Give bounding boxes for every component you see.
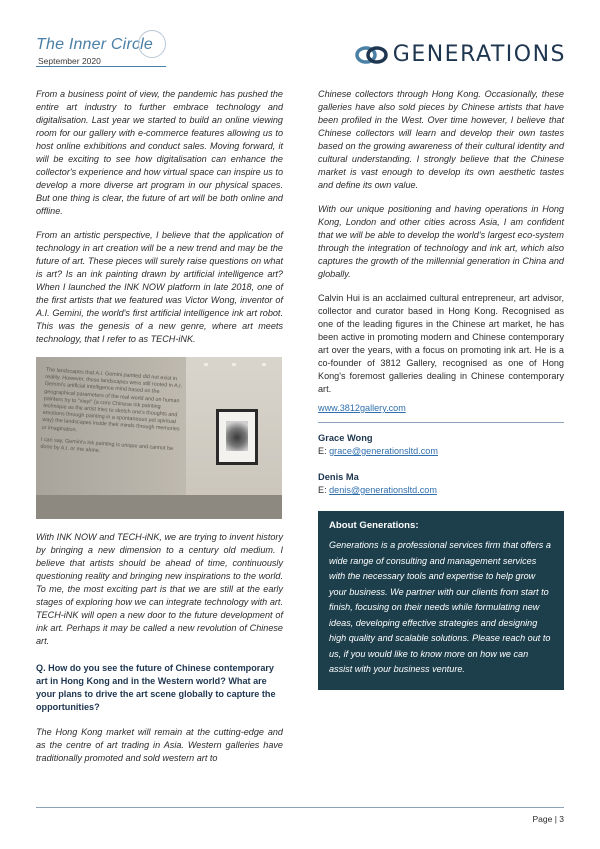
paragraph: With INK NOW and TECH-iNK, we are trying to invent history by bringing a new dimension to a century old medium. I believe that artists should be ahead of time, continuously questioning reality and bringing new inspirations to the world. To me, the most exciting part is that we are still at the early stages of exploring how we can integrate technology with art. TECH-iNK will open a new door to the future development of ink art. Perhaps it may be called a new revolution of Chinese art.: [36, 532, 283, 646]
page-number: Page | 3: [532, 814, 564, 824]
brand-name: GENERATIONS: [392, 42, 566, 67]
ceiling-light: [262, 363, 266, 366]
wall-text-paragraph: The landscapes that A.I. Gemini painted did not exist in reality. However, those landscapes were still rooted in A.I. Gemini's artificial intelligence mind based on the geographical parameters of the real world and on human painters try to "xieyi" (a core Chinese ink painting technique as the artist tries to sketch one's thoughts and emotions through painting in a spontaneous yet spiritual way) the landscapes inside their minds through memories or imagination.: [41, 367, 183, 433]
newsletter-date: September 2020: [38, 56, 101, 66]
email-link[interactable]: grace@generationsltd.com: [329, 446, 438, 456]
about-title: About Generations:: [329, 520, 419, 531]
left-column: [36, 88, 283, 776]
footer-rule: [36, 807, 564, 808]
wall-text-paragraph: I can say, Gemini's ink painting is unique and cannot be done by A.I. or me alone.: [40, 436, 174, 455]
artwork-image: [226, 421, 248, 451]
interview-question: Q. How do you see the future of Chinese contemporary art in Hong Kong and in the Western world? What are your plans to drive the art scene globally to capture the opportunities?: [36, 663, 276, 712]
about-generations-box: [318, 511, 564, 690]
gallery-photo: [36, 357, 282, 519]
paragraph: From an artistic perspective, I believe that the application of technology in art creation will be a new trend and may be the future of art. These pieces will surely raise questions on what is art? Is an ink painting drawn by artificial intelligence art? When I launched the INK NOW platform in late 2018, one of the first artists that we featured was Victor Wong, inventor of A.I. Gemini, the world's first artificial intelligence ink art robot. This was the genesis of a new genre, where art meets technology, that I refer to as TECH-iNK.: [36, 230, 283, 344]
circle-ornament: [138, 30, 166, 58]
paragraph: Chinese collectors through Hong Kong. Occasionally, these galleries have also sold pieces by Chinese artists that have been profiled in the West. Over time however, I believe that Chinese collectors will learn and develop their own tastes based on the growing awareness of their cultural identity and cultural understanding. I strongly believe that the Chinese market is vast enough to develop its own aesthetic tastes and define its own value.: [318, 89, 564, 190]
right-column: [318, 88, 564, 690]
gallery-website-link[interactable]: www.3812gallery.com: [318, 403, 406, 413]
contact-name: Grace Wong: [318, 433, 373, 443]
contact-name: Denis Ma: [318, 472, 359, 482]
generations-logo-icon: [355, 45, 389, 65]
email-prefix: E:: [318, 446, 330, 456]
brand-logo: [355, 42, 566, 67]
paragraph: From a business point of view, the pandemic has pushed the entire art industry to further embrace technology and digitalisation. Last year we started to build an online viewing room for our gallery with e-commerce features allowing us to host online exhibitions and conduct sales. Moving forward, it will be exciting to see how digitalisation can enhance the collector's experience and how virtual space can inspire us to develop a more diverse art program in our physical spaces. But one thing is clear, the future of art will be both online and offline.: [36, 89, 283, 216]
newsletter-title: The Inner Circle: [36, 36, 154, 53]
page-header: [0, 0, 600, 80]
contact-email-row: [318, 446, 564, 456]
email-prefix: E:: [318, 485, 330, 495]
email-link[interactable]: denis@generationsltd.com: [329, 485, 437, 495]
about-text: Generations is a professional services firm that offers a wide range of consulting and management services with the necessary tools and expertise to help grow your business. We partner with our clients from start to finish, focusing on their needs while formulating new ideas, developing effective strategies and designing high quality and scalable solutions. Please reach out to us, if you would like to know more on how we can assist with your business venture.: [329, 540, 551, 674]
framed-artwork: [216, 409, 258, 465]
author-bio: Calvin Hui is an acclaimed cultural entrepreneur, art advisor, collector and curator based in Hong Kong. Recognised as one of the leading figures in the Chinese art market, he has been active in promoting modern and Chinese contemporary art over the years, with a focus on promoting ink art. He is a co-founder of 3812 Gallery, recognised as one of Hong Kong's foremost galleries dealing in Chinese contemporary art.: [318, 293, 564, 394]
paragraph: The Hong Kong market will remain at the cutting-edge and as the centre of art trading in Asia. Western galleries have traditionally promoted and sold western art to: [36, 727, 283, 763]
header-rule: [36, 66, 166, 67]
ceiling-light: [232, 363, 236, 366]
contact-email-row: [318, 485, 564, 495]
paragraph: With our unique positioning and having operations in Hong Kong, London and other cities across Asia, I am confident that we will be able to develop the world's largest eco-system through the integration of technology and ink art, which also captures the growth of the millennial generation in China and globally.: [318, 204, 564, 279]
wall-text: [40, 367, 186, 466]
ceiling-light: [204, 363, 208, 366]
divider: [318, 422, 564, 423]
photo-floor: [36, 495, 282, 519]
